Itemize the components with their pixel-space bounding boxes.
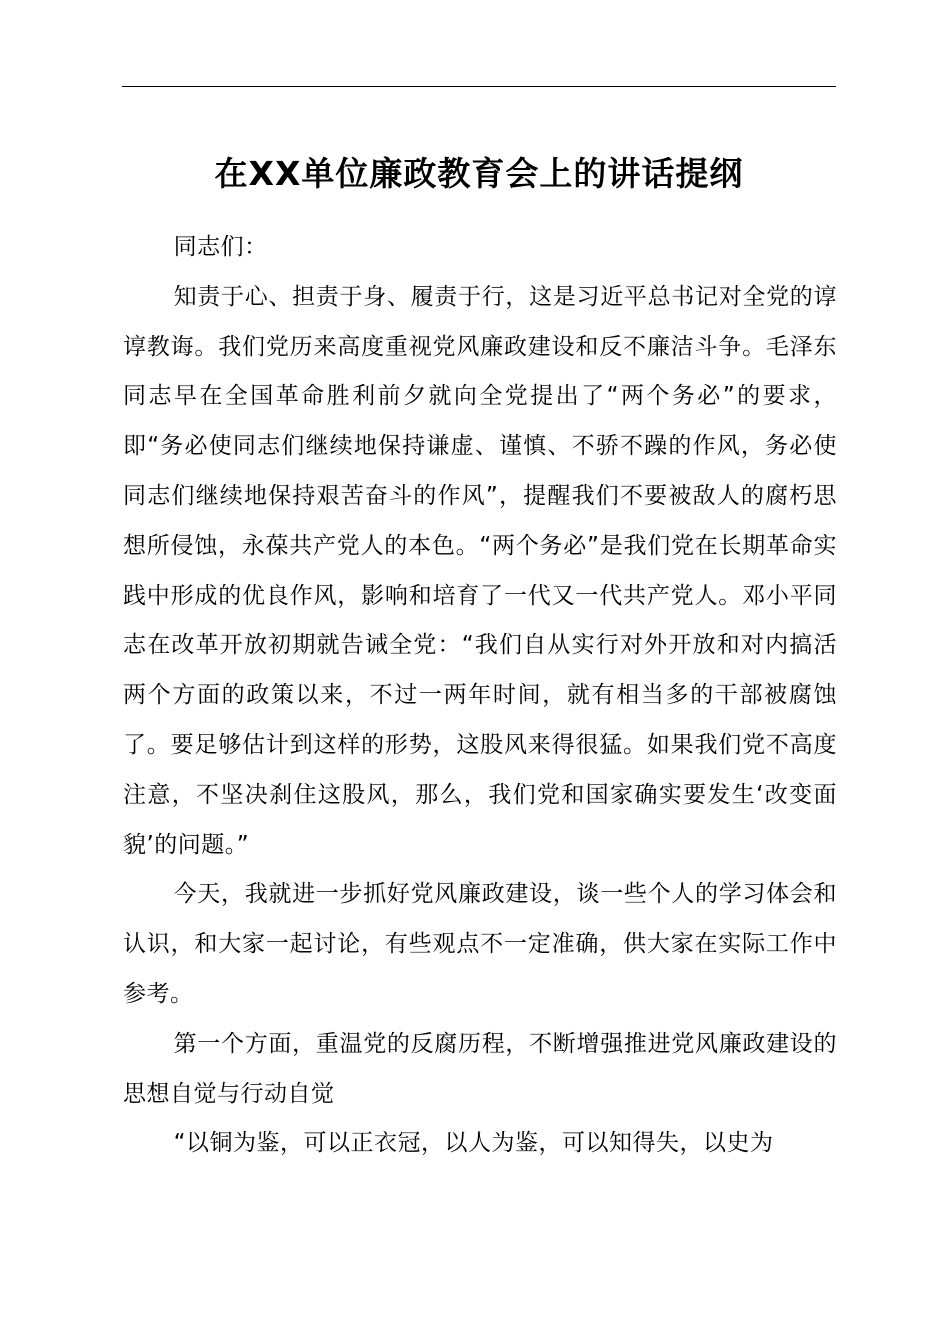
body-paragraph-3: “以铜为鉴，可以正衣冠，以人为鉴，可以知得失，以史为 (173, 1130, 774, 1157)
body-paragraph-2: 今天，我就进一步抓好党风廉政建设，谈一些个人的学习体会和认识，和大家一起讨论，有些观点不一定准确，供大家在实际工作中参考。 (123, 881, 837, 1007)
header-rule (122, 86, 836, 87)
body-paragraph-1: 知责于心、担责于身、履责于行，这是习近平总书记对全党的谆谆教诲。我们党历来高度重视党风廉政建设和反不廉洁斗争。毛泽东同志早在全国革命胜利前夕就向全党提出了“两个务必”的要求，即“务必使同志们继续地保持谦虚、谨慎、不骄不躁的作风，务必使同志们继续地保持艰苦奋斗的作风”，提醒我们不要被敌人的腐朽思想所侵蚀，永葆共产党人的本色。“两个务必”是我们党在长期革命实践中形成的优良作风，影响和培育了一代又一代共产党人。邓小平同志在改革开放初期就告诫全党：“我们自从实行对外开放和对内搞活两个方面的政策以来，不过一两年时间，就有相当多的干部被腐蚀了。要足够估计到这样的形势，这股风来得很猛。如果我们党不高度注意，不坚决刹住这股风，那么，我们党和国家确实要发生‘改变面貌’的问题。” (123, 283, 837, 858)
document-title: 在XX单位廉政教育会上的讲话提纲 (214, 154, 744, 193)
section-heading-1: 第一个方面，重温党的反腐历程，不断增强推进党风廉政建设的思想自觉与行动自觉 (123, 1030, 837, 1107)
salutation-paragraph: 同志们： (173, 234, 268, 260)
document-body (123, 223, 837, 1169)
